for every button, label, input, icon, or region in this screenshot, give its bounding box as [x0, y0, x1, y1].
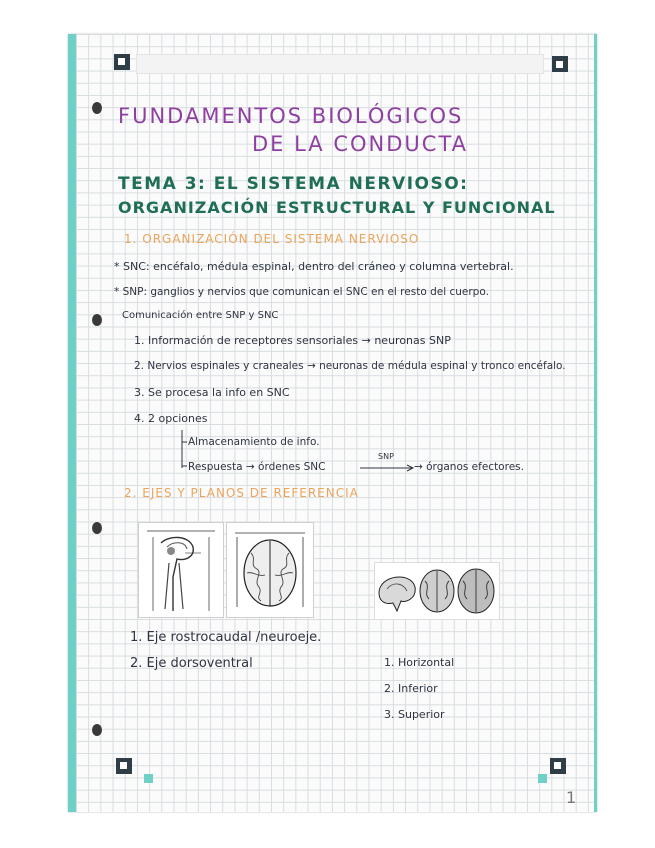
axis-2: 2. Eje dorsoventral [130, 656, 253, 671]
teal-marker-bottom-right [538, 774, 547, 783]
corner-mark-top-left [114, 54, 130, 70]
axis-1: 1. Eje rostrocaudal /neuroeje. [130, 630, 322, 645]
option-response: Respuesta → órdenes SNC [188, 461, 326, 473]
corner-mark-bottom-right [550, 758, 566, 774]
notebook-page [68, 34, 597, 812]
section2-heading: 2. EJES Y PLANOS DE REFERENCIA [124, 486, 359, 500]
body-axes-figure [138, 522, 224, 618]
binder-hole [92, 102, 102, 114]
brain-sections-figure [374, 562, 500, 620]
section1-heading: 1. ORGANIZACIÓN DEL SISTEMA NERVIOSO [124, 232, 420, 246]
binder-hole [92, 314, 102, 326]
plane-2: 2. Inferior [384, 682, 438, 695]
step-4: 4. 2 opciones [134, 412, 208, 425]
page-number: 1 [566, 788, 577, 807]
plane-1: 1. Horizontal [384, 656, 455, 669]
snp-arrow [360, 464, 416, 472]
option-storage: Almacenamiento de info. [188, 436, 320, 448]
page-title-line1: FUNDAMENTOS BIOLÓGICOS [118, 104, 464, 128]
topic-heading-line2: ORGANIZACIÓN ESTRUCTURAL Y FUNCIONAL [118, 198, 556, 217]
options-bracket [174, 428, 188, 472]
corner-mark-top-right [552, 56, 568, 72]
header-strip [136, 54, 544, 74]
binder-hole [92, 522, 102, 534]
snp-arrow-label: SNP [378, 452, 394, 461]
step-2: 2. Nervios espinales y craneales → neuronas de médula espinal y tronco encéfalo. [134, 360, 566, 372]
binder-hole [92, 724, 102, 736]
step-3: 3. Se procesa la info en SNC [134, 386, 290, 399]
topic-heading-line1: TEMA 3: EL SISTEMA NERVIOSO: [118, 174, 469, 194]
brain-top-view-figure [226, 522, 314, 618]
page-title-line2: DE LA CONDUCTA [252, 132, 469, 156]
snc-definition: * SNC: encéfalo, médula espinal, dentro del cráneo y columna vertebral. [114, 260, 514, 273]
teal-marker-bottom-left [144, 774, 153, 783]
plane-3: 3. Superior [384, 708, 445, 721]
step-1: 1. Información de receptores sensoriales → neuronas SNP [134, 334, 451, 347]
snp-definition: * SNP: ganglios y nervios que comunican el SNC en el resto del cuerpo. [114, 286, 489, 298]
corner-mark-bottom-left [116, 758, 132, 774]
communication-heading: Comunicación entre SNP y SNC [122, 310, 279, 321]
effector-organs: → órganos efectores. [414, 461, 524, 473]
